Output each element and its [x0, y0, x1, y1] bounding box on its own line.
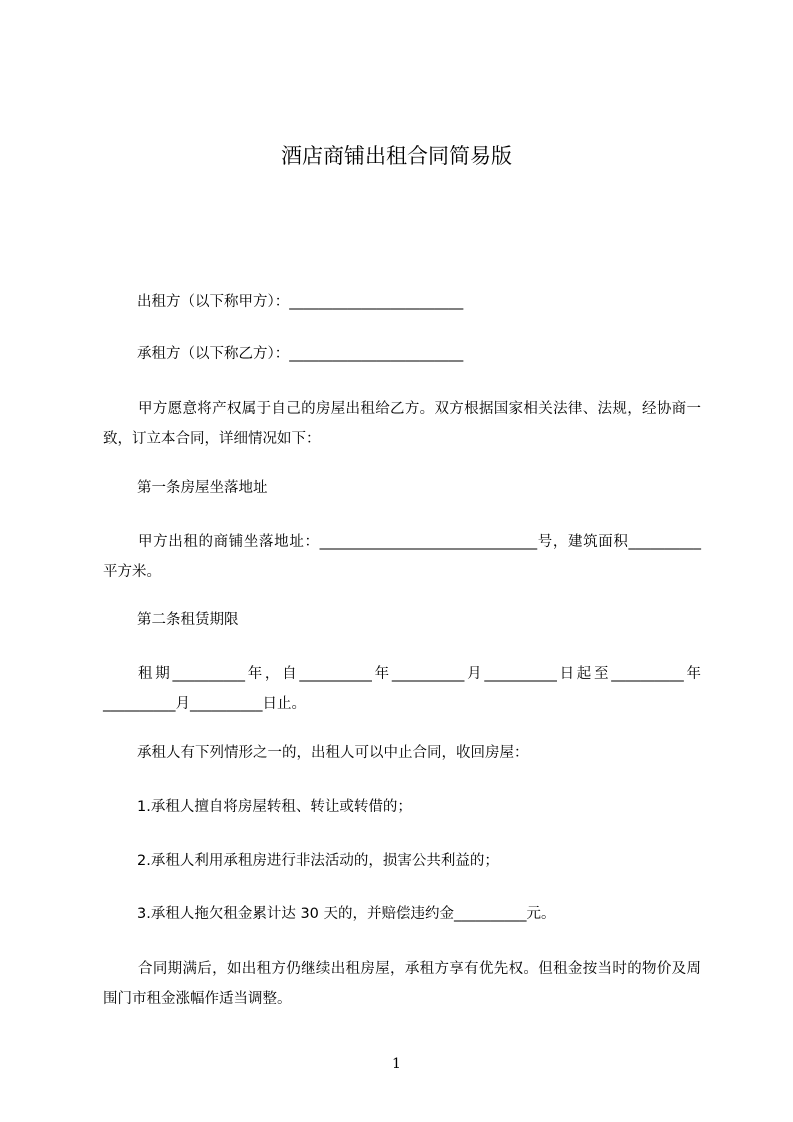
intro-paragraph: 甲方愿意将产权属于自己的房屋出租给乙方。双方根据国家相关法律、法规，经协商一致，订立本合同，详细情况如下：	[103, 401, 701, 447]
clause-2: 2.承租人利用承租房进行非法活动的，损害公共利益的；	[137, 853, 499, 869]
termination-intro: 承租人有下列情形之一的，出租人可以中止合同，收回房屋：	[137, 745, 529, 761]
article2-heading: 第二条租赁期限	[137, 612, 239, 628]
article1-heading: 第一条房屋坐落地址	[137, 480, 268, 496]
lessor-line: 出租方（以下称甲方）：________________________	[137, 294, 464, 310]
article1-text: 甲方出租的商铺坐落地址：______________________________号，建筑面积__________平方米。	[103, 534, 701, 580]
clause-1: 1.承租人擅自将房屋转租、转让或转借的；	[137, 799, 412, 815]
lessee-line: 承租方（以下称乙方）：________________________	[137, 346, 464, 362]
renewal-paragraph: 合同期满后，如出租方仍继续出租房屋，承租方享有优先权。但租金按当时的物价及周围门市租金涨幅作适当调整。	[103, 961, 701, 1007]
page-number: 1	[392, 1056, 401, 1072]
document-title: 酒店商铺出租合同简易版	[281, 144, 512, 168]
clause-3: 3.承租人拖欠租金累计达 30 天的，并赔偿违约金__________元。	[137, 906, 556, 922]
article2-text: 租期__________年，自__________年__________月__________日起至__________年__________月__________日止。	[103, 666, 701, 712]
